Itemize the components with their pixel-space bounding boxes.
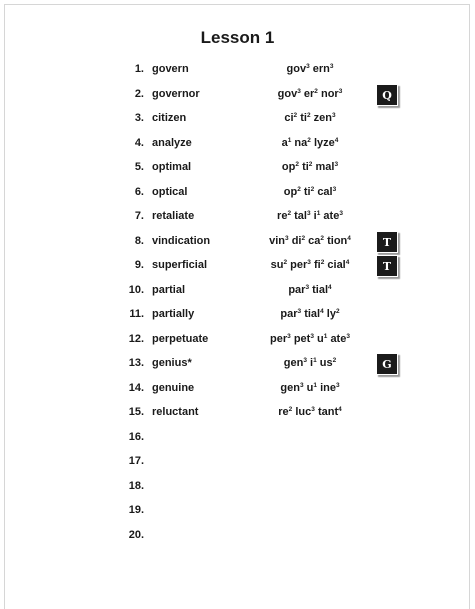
syllable: nor$^3$ [320, 87, 343, 100]
syllable-type-number: 2 [320, 234, 325, 242]
word-row [0, 183, 475, 203]
word-row [0, 354, 475, 374]
syllable-type-number: 1 [316, 210, 321, 217]
word-row [0, 281, 475, 301]
word-row [0, 305, 475, 325]
syllable-breakdown [238, 63, 382, 75]
syllable-type-number: 3 [329, 63, 334, 70]
row-number: 4. [134, 136, 144, 149]
syllable-type-number: 4 [347, 234, 351, 242]
syllable-breakdown [238, 186, 382, 198]
syllable-type-number: 3 [299, 381, 304, 389]
syllable-type-number: 2 [314, 87, 318, 95]
word-row [0, 134, 475, 154]
syllable-type-number: 2 [310, 185, 315, 193]
syllable: ine$^3$ [320, 381, 340, 394]
syllable-breakdown [238, 259, 382, 271]
syllable: ate$^3$ [330, 332, 350, 345]
syllable-type-number: 2 [301, 234, 306, 242]
syllable-type-number: 4 [338, 406, 342, 413]
row-number: 5. [134, 161, 144, 173]
syllable: tal$^3$ [294, 210, 311, 222]
syllable-type-number: 3 [306, 210, 311, 217]
syllable: $di^2$ [291, 234, 306, 247]
syllable-type-number: 2 [288, 406, 293, 413]
word-row [0, 379, 475, 399]
syllable-type-number: 3 [311, 406, 315, 413]
row-number: 17. [128, 455, 144, 467]
syllable: lyze$^4$ [313, 136, 339, 149]
word-row [0, 109, 475, 129]
vocabulary-word: optical [152, 185, 188, 198]
syllable-type-number: 1 [287, 136, 292, 144]
syllable-type-number: 2 [283, 259, 288, 266]
syllable: $su^2$ [270, 259, 288, 271]
vocabulary-word: analyze [152, 136, 192, 149]
syllable: $ly^2$ [326, 308, 340, 320]
vocabulary-word: citizen [152, 112, 187, 124]
syllable-type-number: 3 [297, 87, 301, 95]
syllable-type-number: 2 [293, 112, 298, 119]
syllable-breakdown [238, 210, 382, 222]
syllable: zen$^3$ [313, 112, 336, 124]
word-row [0, 403, 475, 423]
syllable: $a^1$ [281, 136, 292, 149]
syllable: gov$^3$ [277, 87, 301, 100]
syllable-type-number: 3 [332, 185, 337, 193]
syllable-type-number: 2 [306, 112, 311, 119]
vocabulary-word: partial [152, 283, 186, 296]
syllable: tial$^4$ [312, 283, 332, 296]
syllable-breakdown [238, 284, 382, 296]
syllable-type-number: 1 [323, 332, 328, 340]
syllable: ate$^3$ [323, 210, 343, 222]
vocabulary-word: superficial [152, 259, 208, 271]
row-number: 18. [128, 479, 144, 492]
row-number: 6. [134, 185, 144, 198]
syllable-breakdown [238, 112, 382, 124]
syllable-type-number: 3 [305, 283, 310, 291]
syllable: per$^3$ [290, 259, 311, 271]
syllable-breakdown [238, 382, 382, 394]
syllable-type-number: 3 [285, 234, 289, 242]
syllable: gov$^3$ [286, 63, 310, 75]
letter-badge-t: T [376, 255, 398, 277]
syllable: $op^2$ [283, 185, 301, 198]
syllable: par$^3$ [288, 283, 310, 296]
vocabulary-word: optimal [152, 161, 192, 173]
syllable: $fi^2$ [313, 259, 325, 271]
syllable-type-number: 2 [320, 259, 325, 266]
row-number: 7. [134, 210, 144, 222]
syllable-type-number: 3 [307, 259, 311, 266]
row-number: 12. [128, 332, 144, 345]
vocabulary-word: partially [152, 308, 195, 320]
syllable-type-number: 3 [310, 332, 314, 340]
syllable-type-number: 3 [332, 112, 336, 119]
syllable: $ca^2$ [308, 234, 325, 247]
syllable-type-number: 3 [287, 332, 291, 340]
syllable-breakdown [238, 357, 382, 369]
syllable: $re^2$ [278, 406, 293, 418]
page-title: Lesson 1 [200, 28, 275, 47]
word-row [0, 256, 475, 276]
syllable: mal$^3$ [315, 161, 339, 173]
syllable: pet$^3$ [293, 332, 314, 345]
syllable: $er^2$ [303, 87, 318, 100]
syllable: tion$^4$ [327, 234, 351, 247]
syllable-type-number: 1 [313, 357, 317, 364]
syllable-type-number: 3 [335, 381, 340, 389]
row-number: 19. [128, 504, 144, 516]
syllable: $na^2$ [294, 136, 311, 149]
syllable: ern$^3$ [312, 63, 334, 75]
row-number: 20. [128, 528, 144, 541]
syllable-breakdown [238, 161, 382, 173]
syllable-type-number: 4 [334, 136, 339, 144]
syllable-type-number: 2 [335, 308, 340, 315]
syllable: $op^2$ [281, 161, 299, 173]
word-row [0, 428, 475, 448]
syllable: par$^3$ [280, 308, 302, 320]
syllable-type-number: 1 [313, 381, 317, 389]
syllable: luc$^3$ [295, 406, 315, 418]
word-row [0, 452, 475, 472]
vocabulary-word: genuine [152, 381, 195, 394]
row-number: 14. [128, 381, 144, 394]
syllable: cial$^4$ [327, 259, 350, 271]
syllable-type-number: 2 [307, 136, 311, 144]
row-number: 11. [129, 308, 144, 320]
word-row [0, 60, 475, 80]
syllable-breakdown [238, 137, 382, 149]
syllable-type-number: 3 [338, 87, 343, 95]
row-number: 16. [128, 430, 144, 443]
vocabulary-word: perpetuate [152, 332, 209, 345]
syllable: $u^1$ [306, 381, 317, 394]
row-number: 10. [128, 283, 144, 296]
syllable: $ti^2$ [300, 112, 311, 124]
syllable-breakdown [238, 88, 382, 100]
syllable-type-number: 4 [328, 283, 332, 291]
row-number: 13. [128, 357, 144, 369]
vocabulary-word: govern [152, 63, 189, 75]
syllable: tant$^4$ [317, 406, 342, 418]
syllable: $ci^2$ [284, 112, 298, 124]
syllable-breakdown [238, 333, 382, 345]
syllable: cal$^3$ [317, 185, 337, 198]
syllable: $ti^2$ [302, 161, 313, 173]
syllable-type-number: 4 [320, 308, 324, 315]
syllable-type-number: 2 [287, 210, 292, 217]
syllable-breakdown [238, 406, 382, 418]
syllable-type-number: 3 [334, 161, 339, 168]
syllable-type-number: 3 [303, 357, 307, 364]
syllable: $re^2$ [277, 210, 292, 222]
letter-badge-g: G [376, 353, 398, 375]
row-number: 3. [134, 112, 144, 124]
syllable-type-number: 3 [339, 210, 343, 217]
word-row [0, 232, 475, 252]
vocabulary-word: vindication [152, 234, 211, 247]
syllable-type-number: 2 [297, 185, 301, 193]
syllable-type-number: 2 [332, 357, 337, 364]
word-row [0, 526, 475, 546]
syllable: tial$^4$ [304, 308, 324, 320]
word-row [0, 85, 475, 105]
syllable-breakdown [238, 308, 382, 320]
syllable-type-number: 3 [346, 332, 350, 340]
row-number: 8. [134, 234, 144, 247]
word-row [0, 158, 475, 178]
syllable: per$^3$ [270, 332, 291, 345]
syllable: $us^2$ [319, 357, 337, 369]
letter-badge-t: T [376, 231, 398, 253]
syllable: $i^1$ [313, 210, 321, 222]
vocabulary-word: reluctant [152, 406, 199, 418]
word-row [0, 330, 475, 350]
word-row [0, 207, 475, 227]
row-number: 2. [134, 87, 144, 100]
row-number: 9. [134, 259, 144, 271]
word-row [0, 477, 475, 497]
syllable: vin$^3$ [269, 234, 289, 247]
syllable-type-number: 2 [295, 161, 299, 168]
syllable-type-number: 2 [308, 161, 313, 168]
row-number: 15. [128, 406, 144, 418]
vocabulary-word: retaliate [152, 210, 195, 222]
syllable: gen$^3$ [280, 381, 304, 394]
letter-badge-q: Q [376, 84, 398, 106]
syllable: gen$^3$ [283, 357, 307, 369]
vocabulary-word: genius* [152, 357, 192, 369]
syllable-type-number: 3 [306, 63, 310, 70]
syllable-breakdown [238, 235, 382, 247]
vocabulary-word: governor [152, 87, 200, 100]
row-number: 1. [134, 63, 144, 75]
syllable-type-number: 3 [297, 308, 302, 315]
syllable: $u^1$ [317, 332, 328, 345]
word-row [0, 501, 475, 521]
syllable: $i^1$ [310, 357, 317, 369]
syllable-type-number: 4 [345, 259, 350, 266]
syllable: $ti^2$ [303, 185, 315, 198]
